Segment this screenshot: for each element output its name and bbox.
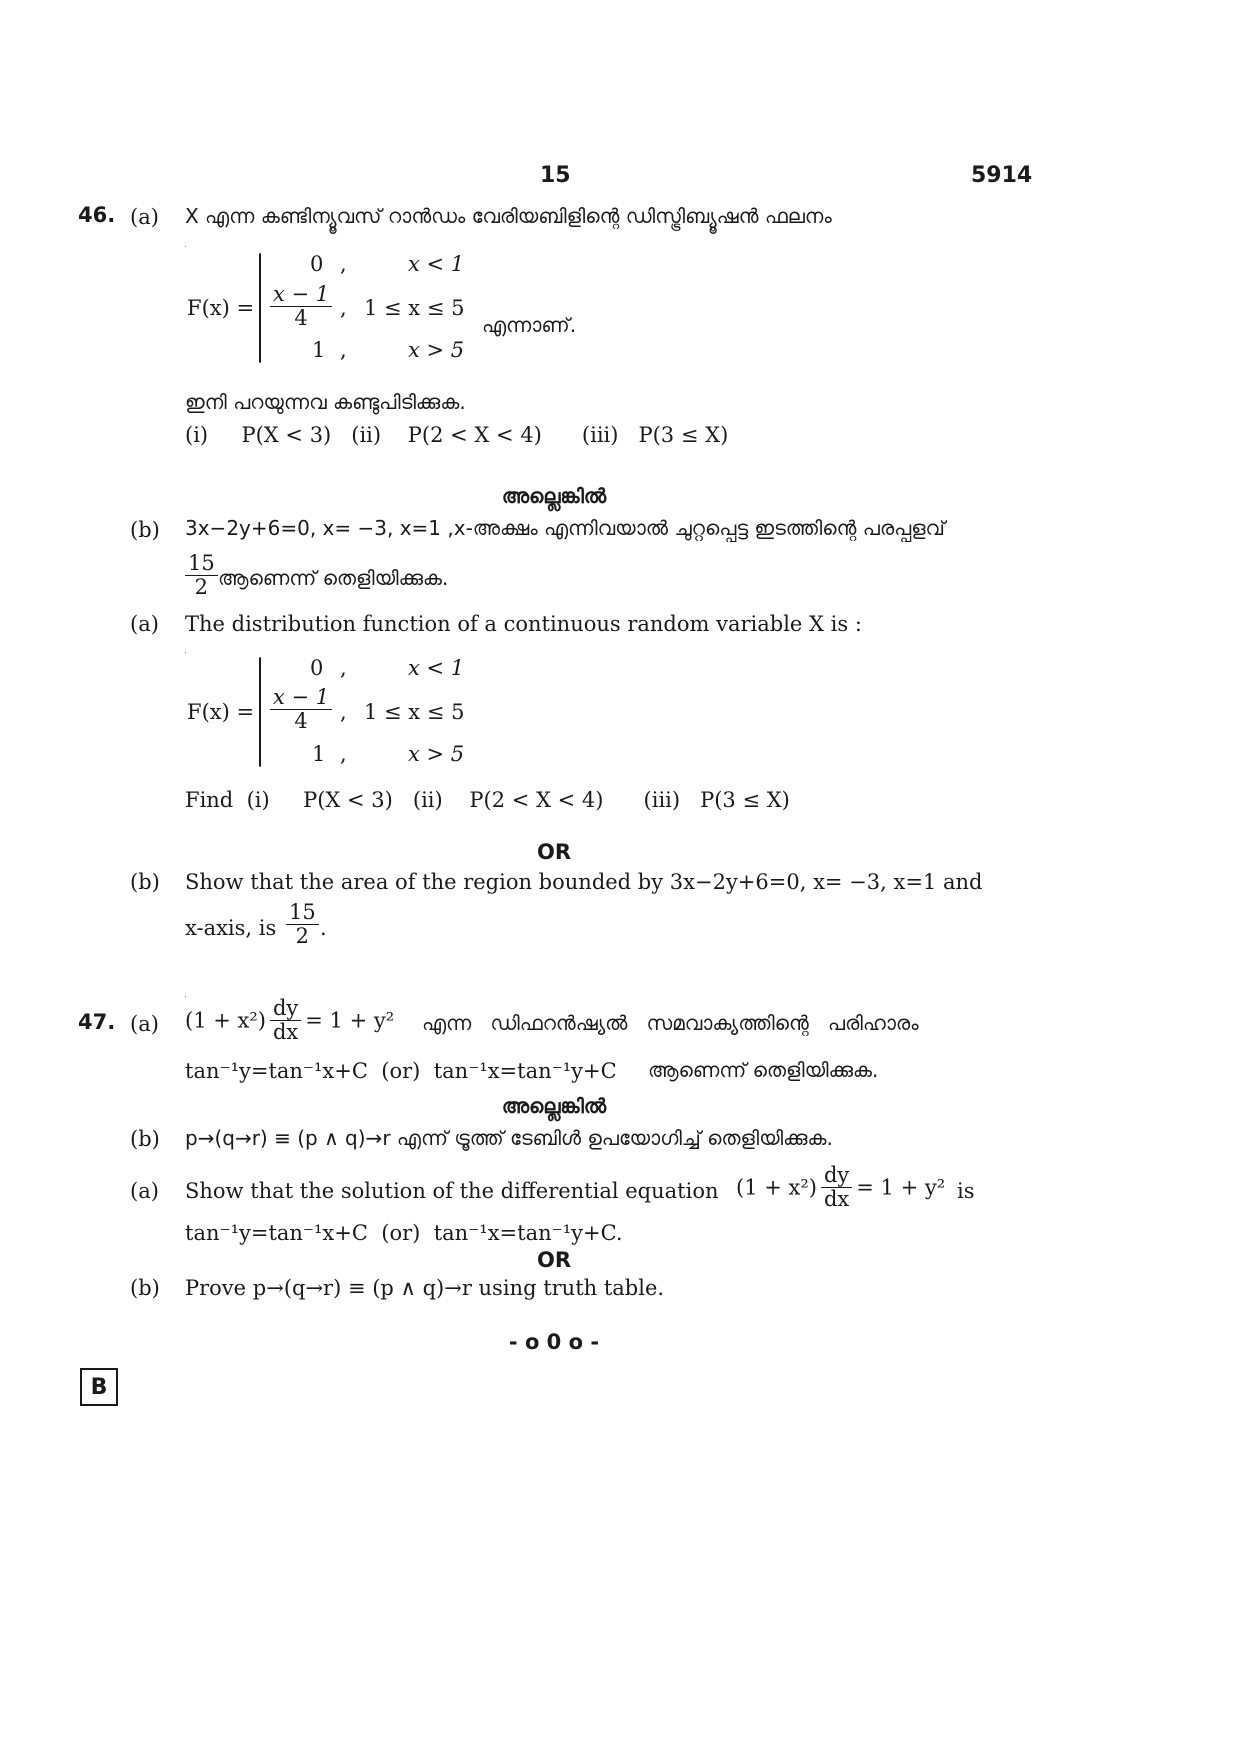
en-case-1-cond: 1 ≤ x ≤ 5 [364, 700, 465, 724]
en-case-1-den: 4 [294, 709, 308, 734]
scan-dot [185, 246, 186, 247]
question-number-47: 47. [78, 1010, 116, 1034]
piecewise-brace-ml [259, 253, 261, 363]
de-left: (1 + x²) [185, 1008, 266, 1033]
case-1-den: 4 [294, 306, 308, 331]
q46-b-en-line1: Show that the area of the region bounded by 3x−2y+6=0, x= −3, x=1 and [185, 870, 983, 894]
q47-a-ml-line2: ആണെന്ന് തെളിയിക്കുക. [648, 1058, 879, 1082]
case-0-value: 0 [310, 252, 324, 276]
en-case-2-cond: x > 5 [408, 742, 465, 766]
de-num: dy [270, 997, 301, 1021]
q47-label-b-ml: (b) [130, 1127, 160, 1151]
case-1-cond: 1 ≤ x ≤ 5 [364, 296, 465, 320]
en-de-left: (1 + x²) [736, 1175, 817, 1200]
en-de-num: dy [821, 1164, 852, 1188]
q47-a-ml-sol: tan⁻¹y=tan⁻¹x+C (or) tan⁻¹x=tan⁻¹y+C [185, 1059, 617, 1083]
case-1-num: x − 1 [270, 283, 332, 307]
piecewise-brace-en [259, 657, 261, 767]
q46-b-ml-line1: 3x−2y+6=0, x= −3, x=1 ,x-അക്ഷം എന്നിവയാൽ ചുറ്റപ്പെട്ട ഇടത്തിന്റെ പരപ്പളവ് [185, 516, 945, 540]
q47-de-ml [185, 997, 394, 1044]
case-1-frac [266, 283, 336, 330]
q47-b-en-line: Prove p→(q→r) ≡ (p ∧ q)→r using truth table. [185, 1276, 665, 1300]
q46-b-ml-line2: ആണെന്ന് തെളിയിക്കുക. [218, 566, 449, 590]
q46-b-en-line2: x-axis, is [185, 916, 277, 940]
en-case-1-num: x − 1 [270, 686, 332, 710]
frac-15-num: 15 [185, 552, 218, 576]
q46-label-b-ml: (b) [130, 518, 160, 542]
paper-code: 5914 [971, 163, 1033, 188]
q47-a-en-line1: Show that the solution of the differential equation [185, 1179, 719, 1203]
en-case-0-cond: x < 1 [408, 656, 465, 680]
or-en-46: OR [536, 840, 572, 864]
q47-label-a-ml: (a) [130, 1012, 159, 1036]
en-case-2-value: 1 [312, 742, 326, 766]
q46-b-en-frac [282, 901, 323, 948]
de-den: dx [272, 1020, 299, 1045]
q46-label-b-en: (b) [130, 870, 160, 894]
case-0-comma: , [340, 252, 347, 276]
fx-label-en: F(x) = [187, 700, 255, 724]
page-number: 15 [540, 163, 571, 188]
or-en-47: OR [536, 1248, 572, 1272]
q46-a-ml-line1: X എന്ന കണ്ടിന്യൂവസ് റാൻഡം വേരിയബിളിന്റെ ഡിസ്ട്രിബ്യൂഷൻ ഫലനം [185, 204, 832, 228]
en-case-2-comma: , [340, 742, 347, 766]
q47-a-en-is: is [957, 1179, 975, 1203]
question-number-46: 46. [78, 203, 116, 227]
en-frac-15-num: 15 [286, 901, 319, 925]
scan-dot [185, 652, 186, 653]
fx-label-ml: F(x) = [187, 296, 255, 320]
en-de-den: dx [823, 1187, 850, 1212]
en-de-right: = 1 + y² [856, 1175, 946, 1200]
q46-b-ml-frac [181, 552, 222, 599]
en-case-1-frac [266, 686, 336, 733]
ennanu-text: എന്നാണ്. [482, 313, 577, 337]
q46-label-a-en: (a) [130, 612, 159, 636]
q47-a-en-line2: tan⁻¹y=tan⁻¹x+C (or) tan⁻¹x=tan⁻¹y+C. [185, 1221, 623, 1245]
en-case-0-comma: , [340, 656, 347, 680]
de-right: = 1 + y² [305, 1008, 395, 1033]
end-mark: - o 0 o - [508, 1330, 600, 1354]
q46-en-find: Find (i) P(X < 3) (ii) P(2 < X < 4) (iii) P(3 ≤ X) [185, 788, 790, 812]
en-case-0-value: 0 [310, 656, 324, 680]
q46-b-en-end: . [320, 916, 327, 940]
case-0-cond: x < 1 [408, 252, 465, 276]
en-frac-2-den: 2 [295, 924, 310, 949]
case-1-comma: , [340, 296, 347, 320]
version-box [80, 1368, 118, 1406]
q46-a-en-line1: The distribution function of a continuous random variable X is : [185, 612, 862, 636]
q47-label-a-en: (a) [130, 1179, 159, 1203]
q47-de-en [736, 1164, 945, 1211]
q46-label-a-ml: (a) [130, 205, 159, 229]
q47-b-ml-line: p→(q→r) ≡ (p ∧ q)→r എന്ന് ട്രൂത്ത് ടേബിൾ ഉപയോഗിച്ച് തെളിയിക്കുക. [185, 1126, 833, 1150]
case-2-comma: , [340, 338, 347, 362]
q47-a-ml-line1: എന്ന ഡിഫറൻഷ്യൽ സമവാക്യത്തിന്റെ പരിഹാരം [422, 1011, 919, 1035]
or-ml-47: അല്ലെങ്കിൽ [501, 1094, 607, 1118]
q46-ml-find: ഇനി പറയുന്നവ കണ്ടുപിടിക്കുക. [185, 390, 466, 414]
en-case-1-comma: , [340, 700, 347, 724]
q47-label-b-en: (b) [130, 1276, 160, 1300]
q46-ml-parts: (i) P(X < 3) (ii) P(2 < X < 4) (iii) P(3 ≤ X) [185, 423, 729, 447]
case-2-cond: x > 5 [408, 338, 465, 362]
case-2-value: 1 [312, 338, 326, 362]
frac-2-den: 2 [194, 575, 209, 600]
version-letter: B [90, 1374, 108, 1400]
or-ml-46: അല്ലെങ്കിൽ [501, 484, 607, 508]
